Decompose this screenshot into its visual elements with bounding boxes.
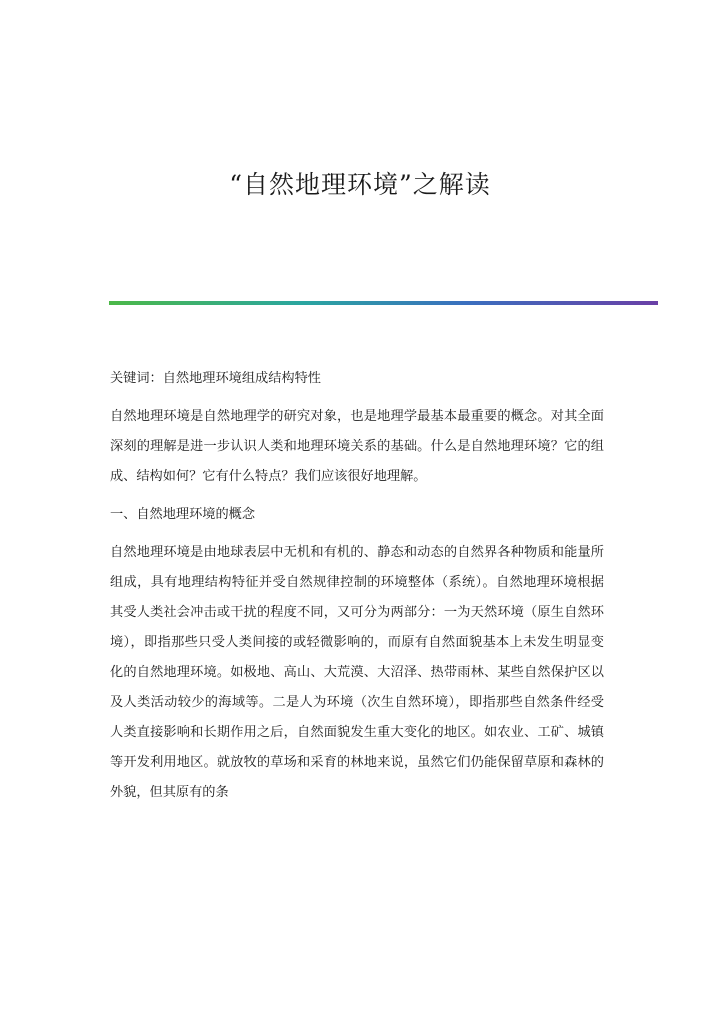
- section-paragraph: 自然地理环境是由地球表层中无机和有机的、静态和动态的自然界各种物质和能量所组成，具有地理结构特征并受自然规律控制的环境整体（系统）。自然地理环境根据其受人类社会冲击或干扰的程度不同，又可分为两部分：一为天然环境（原生自然环境），即指那些只受人类间接的或轻微影响的，而原有自然面貌基本上未发生明显变化的自然地理环境。如极地、高山、大荒漠、大沼泽、热带雨林、某些自然保护区以及人类活动较少的海域等。二是人为环境（次生自然环境），即指那些自然条件经受人类直接影响和长期作用之后，自然面貌发生重大变化的地区。如农业、工矿、城镇等开发利用地区。就放牧的草场和采育的林地来说，虽然它们仍能保留草原和森林的外貌，但其原有的条: [110, 545, 604, 800]
- document-body: [110, 364, 604, 816]
- intro-paragraph: 自然地理环境是自然地理学的研究对象，也是地理学最基本最重要的概念。对其全面深刻的理解是进一步认识人类和地理环境关系的基础。什么是自然地理环境？它的组成、结构如何？它有什么特点？我们应该很好地理解。: [110, 409, 604, 484]
- section-heading: 一、自然地理环境的概念: [110, 507, 256, 522]
- title-divider: [109, 301, 658, 305]
- keywords-line: 关键词：自然地理环境组成结构特性: [110, 371, 321, 386]
- document-title: “自然地理环境”之解读: [229, 170, 491, 199]
